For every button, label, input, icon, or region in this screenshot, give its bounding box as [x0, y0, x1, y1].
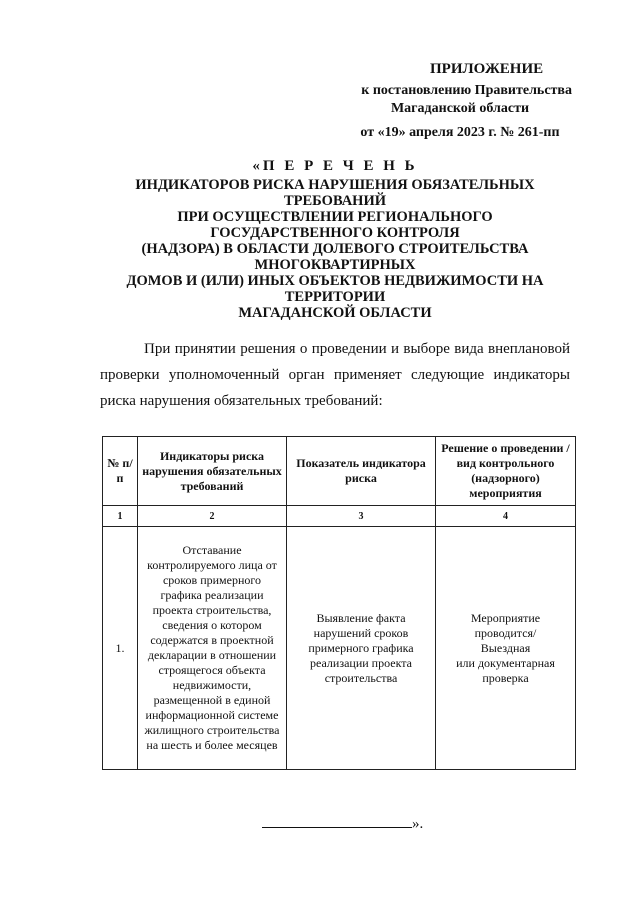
- decision-line: или документарная: [456, 655, 555, 670]
- decision-line: Мероприятие проводится/: [470, 610, 541, 640]
- title-line: ГОСУДАРСТВЕННОГО КОНТРОЛЯ: [210, 225, 460, 241]
- appendix-date: от «19» апреля 2023 г. № 261-пп: [360, 125, 560, 140]
- column-number: 1: [103, 506, 138, 527]
- column-number-row: [103, 506, 576, 527]
- header-decision: Решение о проведении / вид контрольного (надзорного) мероприятия: [436, 437, 576, 506]
- appendix-heading: ПРИЛОЖЕНИЕ: [430, 61, 544, 77]
- column-number: 3: [287, 506, 436, 527]
- closing-mark: [262, 816, 423, 833]
- row-metric: Выявление факта нарушений сроков примерного графика реализации проекта строительства: [287, 527, 436, 770]
- intro-paragraph: [100, 336, 570, 414]
- title-lead: «П Е Р Е Ч Е Н Ь: [252, 158, 418, 174]
- title-line: (НАДЗОРА) В ОБЛАСТИ ДОЛЕВОГО СТРОИТЕЛЬСТВА: [141, 241, 529, 257]
- appendix-line-2: Магаданской области: [390, 101, 530, 116]
- decision-line: Выездная: [480, 640, 531, 655]
- row-number: 1.: [103, 527, 138, 770]
- title-line: ДОМОВ И (ИЛИ) ИНЫХ ОБЪЕКТОВ НЕДВИЖИМОСТИ НА: [126, 273, 544, 289]
- table-row: [103, 527, 576, 770]
- indicators-table: [102, 436, 576, 770]
- header-indicator: Индикаторы риска нарушения обязательных требований: [138, 437, 287, 506]
- document-title: [100, 158, 570, 321]
- title-line: ИНДИКАТОРОВ РИСКА НАРУШЕНИЯ ОБЯЗАТЕЛЬНЫХ: [135, 177, 535, 193]
- title-line: ТЕРРИТОРИИ: [284, 289, 386, 305]
- title-line: МАГАДАНСКОЙ ОБЛАСТИ: [238, 305, 432, 321]
- title-line: МНОГОКВАРТИРНЫХ: [254, 257, 416, 273]
- row-decision: [436, 527, 576, 770]
- appendix-block: [330, 60, 590, 142]
- title-line: ТРЕБОВАНИЙ: [283, 193, 387, 209]
- closing-underline: [262, 827, 412, 828]
- closing-text: ».: [412, 816, 424, 832]
- title-line: ПРИ ОСУЩЕСТВЛЕНИИ РЕГИОНАЛЬНОГО: [177, 209, 493, 225]
- header-metric: Показатель индикатора риска: [287, 437, 436, 506]
- intro-text: При принятии решения о проведении и выборе вида внеплановой проверки уполномоченный орган применяет следующие индикаторы риска нарушения обязательных требований:: [100, 341, 570, 409]
- column-number: 4: [436, 506, 576, 527]
- appendix-line-1: к постановлению Правительства: [361, 83, 572, 98]
- table-header-row: [103, 437, 576, 506]
- row-indicator: Отставание контролируемого лица от сроков примерного графика реализации проекта строительства, сведения о котором содержатся в проектной декларации в отношении строящегося объекта недвижимости, размещенной в единой информационной системе жилищного строительства на шесть и более месяцев: [138, 527, 287, 770]
- header-number: № п/п: [103, 437, 138, 506]
- decision-line: проверка: [482, 670, 529, 685]
- column-number: 2: [138, 506, 287, 527]
